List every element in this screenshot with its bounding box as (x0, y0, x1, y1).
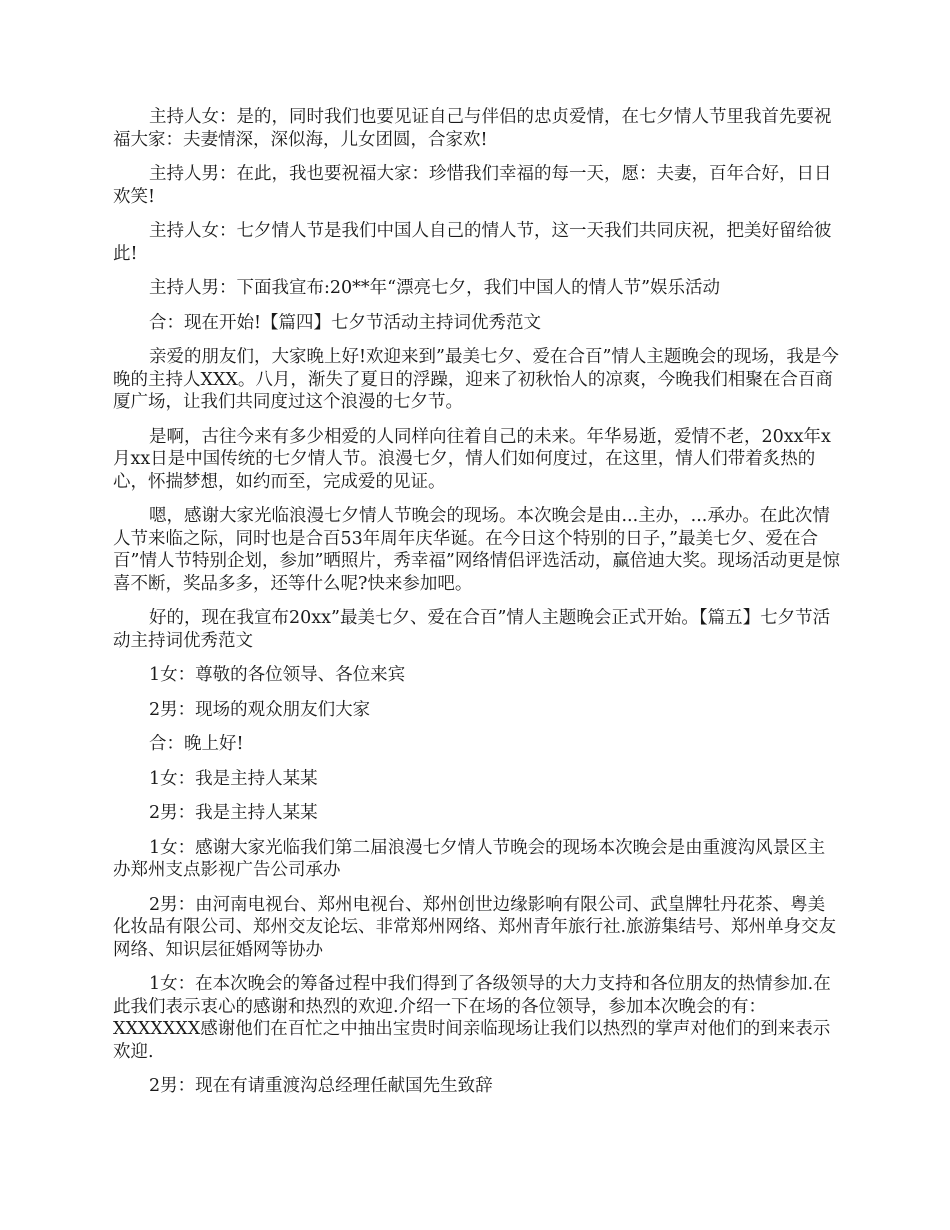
paragraph: 主持人男：下面我宣布:20**年“漂亮七夕，我们中国人的情人节”娱乐活动 (149, 278, 721, 298)
paragraph: 2男：现在有请重渡沟总经理任献国先生致辞 (149, 1076, 493, 1096)
paragraph: 好的，现在我宣布20xx”最美七夕、爱在合百”情人主题晚会正式开始。【篇五】七夕节活动主持词优秀范文 (113, 608, 831, 651)
paragraph: 合：现在开始!【篇四】七夕节活动主持词优秀范文 (149, 312, 542, 333)
paragraph: 1女：在本次晚会的筹备过程中我们得到了各级领导的大力支持和各位朋友的热情参加.在此我们表示衷心的感谢和热烈的欢迎.介绍一下在场的各位领导，参加本次晚会的有：XXXXXXX感谢他们在百忙之中抽出宝贵时间亲临现场让我们以热烈的掌声对他们的到来表示欢迎. (113, 974, 831, 1062)
paragraph: 主持人女：是的，同时我们也要见证自己与伴侣的忠贞爱情，在七夕情人节里我首先要祝福大家：夫妻情深，深似海，儿女团圆，合家欢! (113, 107, 832, 150)
paragraph: 亲爱的朋友们，大家晚上好!欢迎来到”最美七夕、爱在合百”情人主题晚会的现场，我是今晚的主持人XXX。八月，渐失了夏日的浮躁，迎来了初秋怡人的凉爽，今晚我们相聚在合百商厦广场，让我们共同度过这个浪漫的七夕节。 (113, 347, 839, 412)
paragraph: 主持人女：七夕情人节是我们中国人自己的情人节，这一天我们共同庆祝，把美好留给彼此! (113, 221, 832, 264)
paragraph: 嗯，感谢大家光临浪漫七夕情人节晚会的现场。本次晚会是由...主办，...承办。在此次情人节来临之际，同时也是合百53年周年庆华诞。在今日这个特别的日子，”最美七夕、爱在合百”情人节特别企划，参加”晒照片，秀幸福”网络情侣评选活动，赢倍迪大奖。现场活动更是惊喜不断，奖品多多，还等什么呢?快来参加吧。 (113, 506, 840, 594)
paragraph: 2男：现场的观众朋友们大家 (149, 699, 371, 720)
paragraph: 合：晚上好! (149, 734, 244, 754)
paragraph: 1女：感谢大家光临我们第二届浪漫七夕情人节晚会的现场本次晚会是由重渡沟风景区主办郑州支点影视广告公司承办 (113, 837, 826, 880)
paragraph: 1女：我是主持人某某 (149, 768, 318, 789)
document-body (113, 106, 841, 1110)
paragraph: 是啊，古往今来有多少相爱的人同样向往着自己的未来。年华易逝，爱情不老，20xx年x月xx日是中国传统的七夕情人节。浪漫七夕，情人们如何度过，在这里，情人们带着炙热的心，怀揣梦想，如约而至，完成爱的见证。 (113, 426, 831, 492)
paragraph: 1女：尊敬的各位领导、各位来宾 (149, 665, 406, 685)
paragraph: 2男：我是主持人某某 (149, 803, 318, 823)
paragraph: 2男：由河南电视台、郑州电视台、郑州创世边缘影响有限公司、武皇牌牡丹花茶、粤美化妆品有限公司、郑州交友论坛、非常郑州网络、郑州青年旅行社.旅游集结号、郑州单身交友网络、知识层征婚网等协办 (113, 894, 837, 960)
paragraph: 主持人男：在此，我也要祝福大家：珍惜我们幸福的每一天，愿：夫妻，百年合好，日日欢笑! (113, 164, 832, 207)
